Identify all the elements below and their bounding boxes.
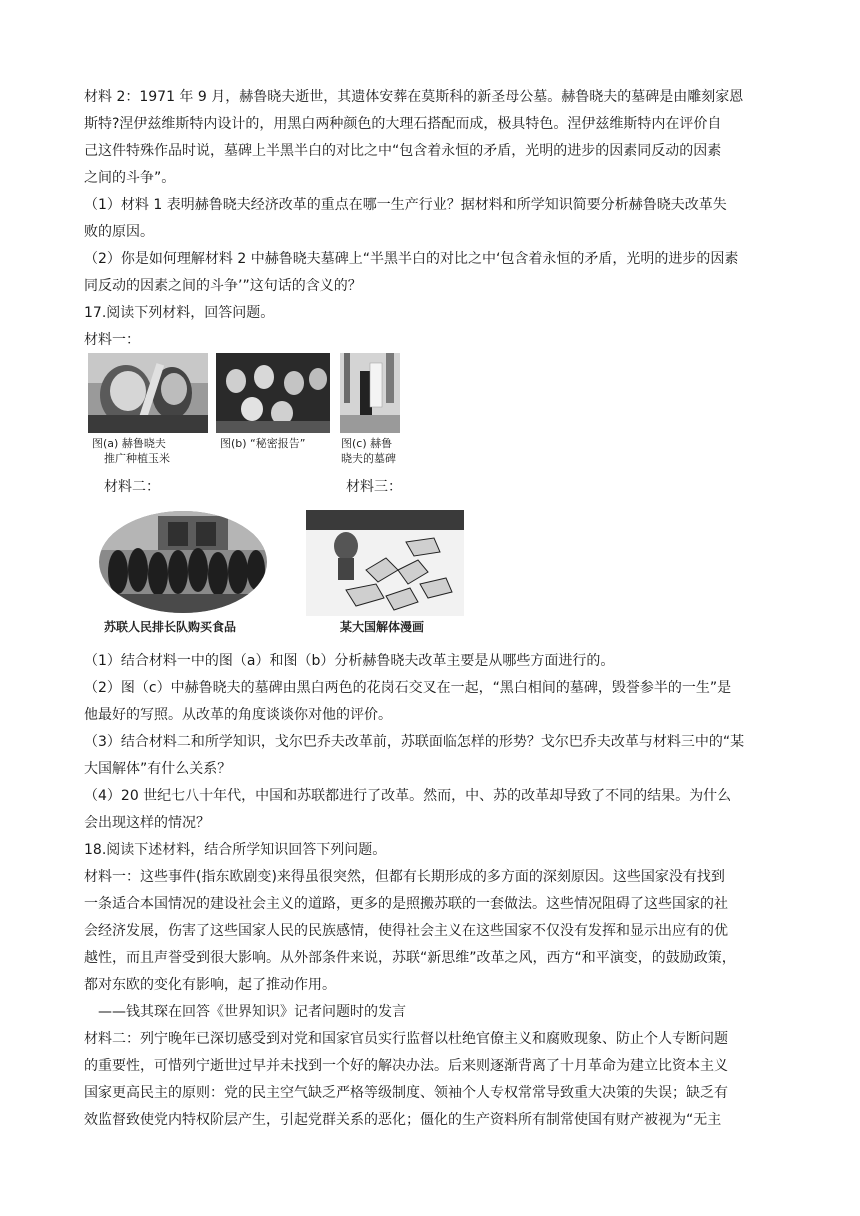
question-16-2: 同反动的因素之间的斗争’”这句话的含义的？	[84, 278, 362, 294]
material-2-line: 斯特?涅伊兹维斯特内设计的，用黑白两种颜色的大理石搭配而成，极具特色。涅伊兹维斯特内在评价自	[84, 116, 722, 132]
cartoon-caption: 某大国解体漫画	[340, 620, 425, 634]
queue-photo-caption: 苏联人民排长队购买食品	[104, 620, 237, 634]
material-2-line: 材料 2：1971 年 9 月，赫鲁晓夫逝世，其遗体安葬在莫斯科的新圣母公墓。赫鲁晓夫的墓碑是由雕刻家恩	[84, 89, 744, 105]
question-16-1: （1）材料 1 表明赫鲁晓夫经济改革的重点在哪一生产行业？据材料和所学知识简要分析赫鲁晓夫改革失	[84, 197, 727, 213]
question-17-4: （4）20 世纪七八十年代，中国和苏联都进行了改革。然而，中、苏的改革却导致了不同的结果。为什么	[84, 788, 732, 804]
question-16-1: 败的原因。	[84, 224, 154, 240]
q18-material-1-line: 一条适合本国情况的建设社会主义的道路，更多的是照搬苏联的一套做法。这些情况阻碍了这些国家的社	[84, 896, 728, 912]
question-18-title: 18.阅读下述材料，结合所学知识回答下列问题。	[84, 842, 387, 858]
question-17-2: （2）图（c）中赫鲁晓夫的墓碑由黑白两色的花岗石交叉在一起，“黑白相间的墓碑，毁誉参半的一生”是	[84, 680, 732, 696]
figure-b-caption: 图(b) “秘密报告”	[220, 437, 306, 450]
question-16-2: （2）你是如何理解材料 2 中赫鲁晓夫墓碑上“半黑半白的对比之中‘包含着永恒的矛盾，光明的进步的因素	[84, 251, 739, 267]
material-2-line: 己这件特殊作品时说，墓碑上半黑半白的对比之中“包含着永恒的矛盾，光明的进步的因素同反动的因素	[84, 143, 722, 159]
material-2-label: 材料二：	[104, 479, 160, 495]
q18-material-2-line: 的重要性，可惜列宁逝世过早并未找到一个好的解决办法。后来则逐渐背离了十月革命为建立比资本主义	[84, 1058, 728, 1074]
question-17-1: （1）结合材料一中的图（a）和图（b）分析赫鲁晓夫改革主要是从哪些方面进行的。	[84, 653, 615, 669]
q18-material-2-line: 国家更高民主的原则：党的民主空气缺乏严格等级制度、领袖个人专权常常导致重大决策的失误；缺乏有	[84, 1085, 728, 1101]
figure-c-caption: 晓夫的墓碑	[341, 452, 396, 465]
question-17-3: （3）结合材料二和所学知识，戈尔巴乔夫改革前，苏联面临怎样的形势？戈尔巴乔夫改革与材料三中的“某	[84, 734, 745, 750]
q18-material-1-line: 越性，而且声誉受到很大影响。从外部条件来说，苏联“新思维”改革之风，西方“和平演变，的鼓励政策，	[84, 950, 736, 966]
question-17-2: 他最好的写照。从改革的角度谈谈你对他的评价。	[84, 707, 392, 723]
q18-material-2-line: 材料二：列宁晚年已深切感受到对党和国家官员实行监督以杜绝官僚主义和腐败现象、防止个人专断问题	[84, 1031, 728, 1047]
material-3-label: 材料三：	[346, 479, 402, 495]
photo-food-queue	[98, 510, 268, 614]
q18-material-2-line: 效监督致使党内特权阶层产生，引起党群关系的恶化；僵化的生产资料所有制常使国有财产被视为“无主	[84, 1112, 722, 1128]
question-17-3: 大国解体”有什么关系？	[84, 761, 232, 777]
figure-a-caption: 推广种植玉米	[104, 452, 170, 465]
material-1-label: 材料一：	[84, 332, 140, 348]
photo-khrushchev-tombstone	[340, 353, 400, 433]
material-2-line: 之间的斗争”。	[84, 170, 176, 186]
figure-c-caption: 图(c) 赫鲁	[341, 437, 393, 450]
cartoon-union-dissolution	[306, 510, 464, 616]
q18-material-1-source: ——钱其琛在回答《世界知识》记者问题时的发言	[98, 1004, 406, 1020]
q18-material-1-line: 都对东欧的变化有影响，起了推动作用。	[84, 977, 336, 993]
question-17-title: 17.阅读下列材料，回答问题。	[84, 305, 275, 321]
figure-a-caption: 图(a) 赫鲁晓夫	[92, 437, 166, 450]
photo-secret-report	[216, 353, 330, 433]
q18-material-1-line: 材料一：这些事件(指东欧剧变)来得虽很突然，但都有长期形成的多方面的深刻原因。这些国家没有找到	[84, 869, 725, 885]
question-17-4: 会出现这样的情况？	[84, 815, 210, 831]
q18-material-1-line: 会经济发展，伤害了这些国家人民的民族感情，使得社会主义在这些国家不仅没有发挥和显示出应有的优	[84, 923, 728, 939]
photo-khrushchev-corn	[88, 353, 208, 433]
